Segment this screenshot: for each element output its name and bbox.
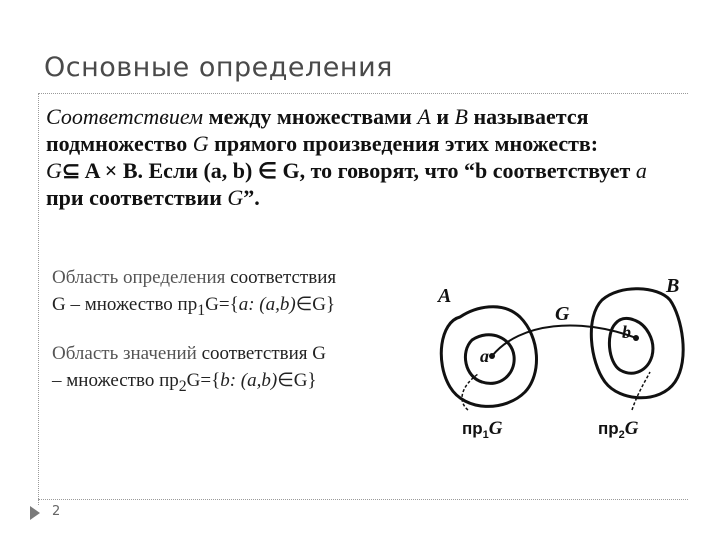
range-close: G} [293,370,317,391]
domain-paragraph [52,264,422,324]
label-elem-a: a [480,346,489,366]
definition-text: между множествами [208,104,412,129]
range-math: b: (a,b) [220,370,278,391]
range-paragraph [52,340,422,400]
g-symbol-3: G [227,185,244,210]
label-pr2g: $пр_2G$ [598,418,639,441]
correspondence-diagram [420,262,700,452]
range-label: Область значений [52,343,197,364]
element-of-icon: ∈ [295,294,313,315]
domain-sub: 1 [197,301,206,319]
footer-divider [38,499,688,500]
range-outline [609,318,652,373]
domain-line2: G – множество пр [52,294,198,315]
subset-icon: ⊆ [61,158,81,183]
slide-arrow-icon [30,506,40,520]
if-text: A × B. Если (a, b) ∈ G, то говорят, что “b соответствует [84,158,631,183]
range-after: G={ [186,370,221,391]
range-rest: соответствия G [196,343,326,364]
title-divider [38,93,688,94]
label-map-g: G [555,303,570,325]
label-elem-b: b [622,322,631,342]
domain-math: a: (a,b) [238,294,296,315]
range-sub: 2 [178,377,187,395]
label-set-a: A [438,285,452,307]
domain-rest: соответствия [225,267,337,288]
set-b-outline [591,289,683,398]
domain-after: G={ [205,294,239,315]
under-text: при соответствии [46,185,222,210]
g-symbol: G [192,131,209,156]
and-word: и [436,104,449,129]
subset-word: подмножество [46,131,188,156]
set-b-symbol: B [454,104,468,129]
element-of-icon: ∈ [277,370,294,391]
point-b [633,335,639,341]
slide-title: Основные определения [44,52,393,83]
g-symbol-2: G [46,158,62,183]
product-text: прямого произведения этих множеств: [214,131,599,156]
range-line2: – множество пр [52,370,179,391]
page-number: 2 [52,504,61,519]
point-a [489,353,495,359]
set-a-symbol: A [417,104,431,129]
elem-a-symbol: a [635,158,647,183]
quote-end: ”. [243,185,260,210]
definition-paragraph [46,103,676,211]
domain-label: Область определения [52,267,226,288]
domain-close: G} [312,294,336,315]
label-set-b: B [666,275,680,297]
called-word: называется [473,104,589,129]
pr2-pointer [632,372,650,410]
label-pr1g: $пр_1G$ [462,418,503,441]
definition-term: Соответствием [46,104,204,129]
left-divider [38,93,39,505]
